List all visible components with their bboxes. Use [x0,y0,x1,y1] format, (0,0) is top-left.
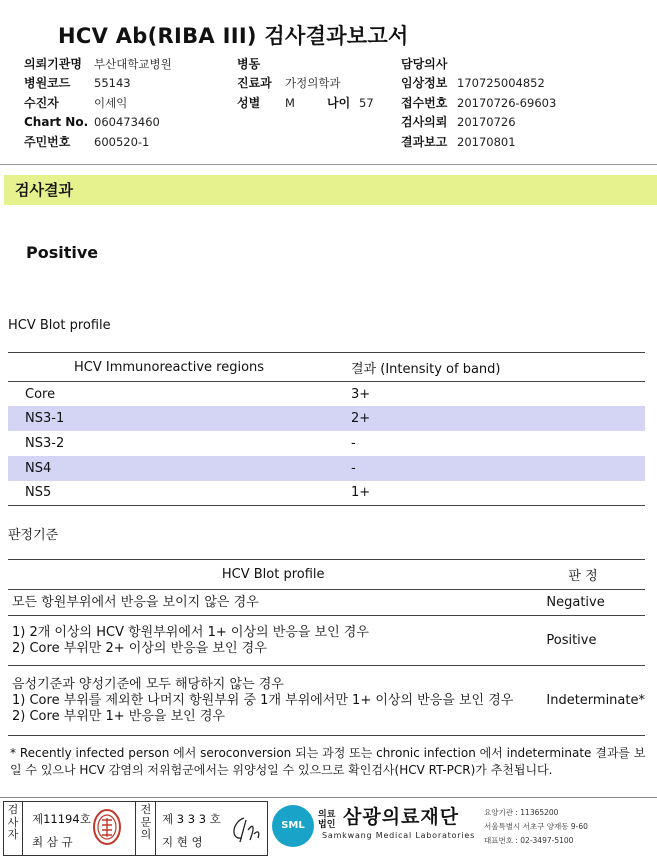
foundation-name-en: Samkwang Medical Laboratories [322,831,476,840]
foundation-info [484,806,588,848]
chart-label: Chart No. [24,115,89,130]
doctor-label: 담당의사 [401,57,448,71]
age-label: 나이 [327,95,351,110]
table-row [8,431,645,456]
signature-divider [135,802,136,855]
header-divider [0,164,657,165]
sex-value: M [285,95,295,110]
tester-license: 제11194호 [32,812,91,826]
specialist-license: 제 3 3 3 호 [162,812,221,826]
criteria-header-row [8,560,645,590]
clinical-label: 임상정보 [401,76,448,91]
criteria-table [8,559,645,736]
intensity-cell: - [345,456,645,481]
institution-value: 부산대학교병원 [94,57,172,71]
criteria-line: 모든 항원부위에서 반응을 보이지 않은 경우 [12,594,259,610]
judgement-cell: Indeterminate* [538,666,645,736]
patient-info-col3 [401,55,556,152]
corporation-label: 의료법인 [318,810,336,830]
signature-divider [22,802,23,855]
test-result: Positive [26,243,99,262]
region-cell: Core [25,386,56,402]
sex-label: 성별 [237,95,261,110]
judgement-cell: Positive [538,616,645,666]
table-row [8,481,645,506]
footer-divider [0,797,657,798]
patient-info-col1 [24,55,172,152]
dept-label: 진료과 [237,76,272,91]
criteria-line: 2) Core 부위만 2+ 이상의 반응을 보인 경우 [12,640,267,656]
criteria-title: 판정기준 [8,528,59,543]
request-label: 검사의뢰 [401,115,448,130]
region-cell: NS3-1 [8,406,345,431]
receipt-label: 접수번호 [401,95,448,110]
table-row [8,666,645,736]
registration-number: 요양기관 : 11365200 [484,808,559,817]
criteria-line: 음성기준과 양성기준에 모두 해당하지 않는 경우 [12,676,284,692]
blot-title: HCV Blot profile [8,318,111,333]
intensity-cell: 2+ [345,406,645,431]
report-title: HCV Ab(RIBA III) 검사결과보고서 [58,24,409,48]
section-header [4,175,657,205]
region-cell: NS5 [8,481,345,506]
table-row [8,590,645,616]
hospital-code-value: 55143 [94,76,131,91]
report-label: 결과보고 [401,134,448,149]
region-cell: NS3-2 [25,435,65,451]
criteria-line: 2) Core 부위만 1+ 반응을 보인 경우 [12,708,225,724]
dept-value: 가정의학과 [285,76,341,91]
blot-table [8,352,645,506]
footnote: * Recently infected person 에서 seroconversion 되는 과정 또는 chronic infection 에서 indeterminate 결과를 보일 수 있으나 HCV 감염의 저위험군에서는 위양성일 수 있으므로 확인검사(HCV RT-PCR)가 추천됩니다. [10,746,646,777]
ward-label: 병동 [237,57,261,71]
tester-label: 검사자 [7,803,19,841]
request-value: 20170726 [457,115,516,130]
resident-value: 600520-1 [94,134,150,149]
specialist-label: 전문의 [140,803,152,841]
criteria-cell [8,666,538,736]
receipt-value: 20170726-69603 [457,95,557,110]
signature-box [3,801,268,856]
region-cell: NS4 [8,456,345,481]
institution-label: 의뢰기관명 [24,57,82,71]
sml-logo-icon: SML [272,805,314,847]
foundation-name: 삼광의료재단 [343,806,460,828]
table-row [8,616,645,666]
intensity-cell: 1+ [345,481,645,506]
chart-value: 060473460 [94,115,160,130]
clinical-value: 170725004852 [457,76,545,91]
intensity-cell: - [351,435,356,451]
examinee-value: 이세익 [94,95,128,110]
table-row [8,382,645,407]
table-row [8,406,645,431]
tester-name: 최 삼 규 [32,835,73,849]
foundation-address: 서울특별시 서초구 양재동 9-60 [484,822,588,831]
table-row [8,456,645,481]
profile-header: HCV Blot profile [8,560,538,590]
region-header: HCV Immunoreactive regions [8,353,345,382]
criteria-cell [8,616,538,666]
patient-info-col2 [237,55,374,113]
intensity-cell: 3+ [351,386,371,402]
criteria-cell [8,590,538,616]
report-value: 20170801 [457,134,516,149]
hospital-code-label: 병원코드 [24,76,71,91]
intensity-header: 결과 (Intensity of band) [345,353,645,382]
resident-label: 주민번호 [24,134,71,149]
foundation-phone: 대표번호 : 02-3497-5100 [484,836,574,845]
official-seal-icon [92,808,122,846]
judgement-cell: Negative [538,590,645,616]
criteria-line: 1) Core 부위를 제외한 나머지 항원부위 중 1개 부위에서만 1+ 이상의 반응을 보인 경우 [12,692,514,708]
judgement-header: 판 정 [538,560,645,590]
signature-scribble [226,812,262,846]
age-value: 57 [359,95,374,110]
examinee-label: 수진자 [24,95,59,110]
blot-header-row [8,353,645,382]
signature-divider [155,802,156,855]
specialist-name: 지 현 영 [162,835,203,849]
criteria-line: 1) 2개 이상의 HCV 항원부위에서 1+ 이상의 반응을 보인 경우 [12,624,369,640]
section-title: 검사결과 [15,181,73,199]
